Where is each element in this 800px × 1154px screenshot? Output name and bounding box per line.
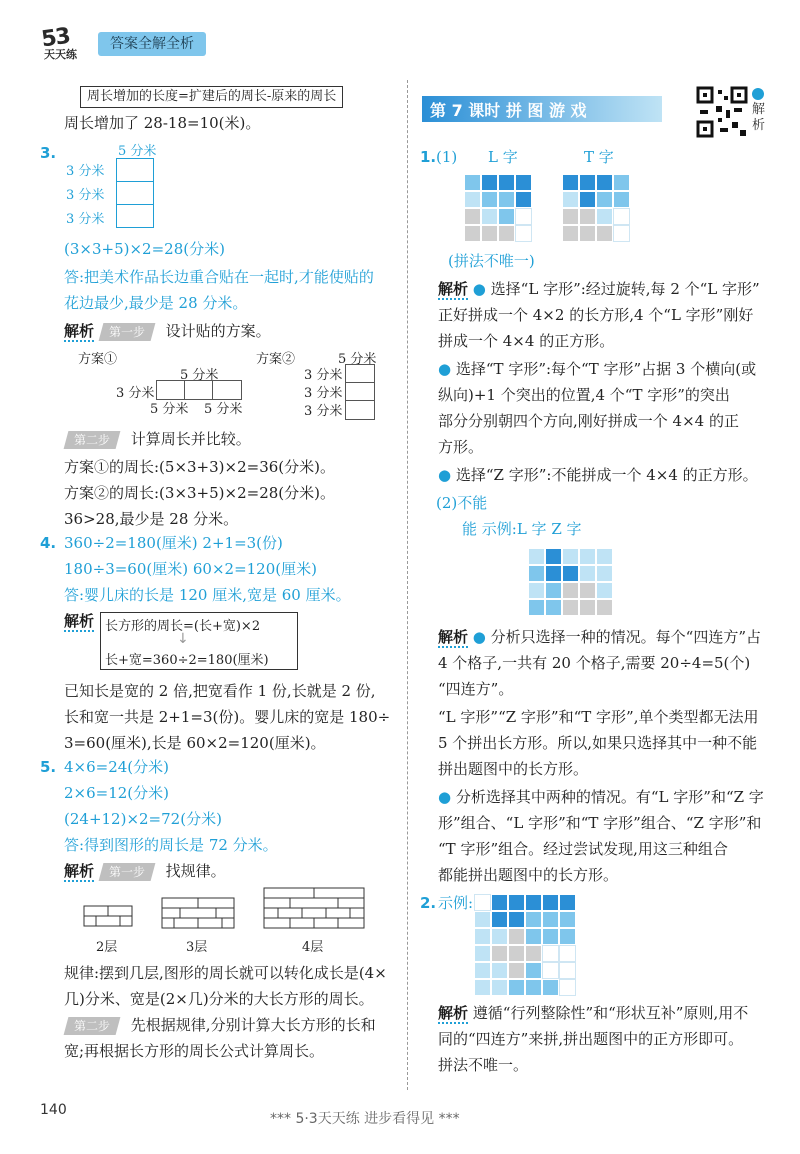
- r-q2-analysis: 解析 遵循“行列整除性”和“形状互补”原则,用不: [438, 1004, 749, 1022]
- q3-step2: [64, 428, 251, 450]
- analysis-label: 解析: [64, 322, 95, 340]
- grid-cell: [579, 225, 596, 242]
- grid-cell: [525, 962, 542, 979]
- plan2-label: 方案②: [256, 352, 296, 367]
- grid-cell: [528, 582, 545, 599]
- grid-cell: [498, 225, 515, 242]
- grid-cell: [596, 225, 613, 242]
- grid-cell: [525, 928, 542, 945]
- step-badge: 第二步: [64, 1017, 121, 1035]
- q5-answer: (24+12)×2=72(分米): [64, 810, 222, 828]
- grid-cell: [498, 191, 515, 208]
- step-text: 设计贴的方案。: [165, 322, 271, 340]
- grid-cell: [508, 979, 525, 996]
- analysis-label: 解析: [438, 628, 469, 646]
- text-line: 同的“四连方”来拼,拼出题图中的正方形即可。: [438, 1030, 744, 1048]
- grid-cell: [491, 928, 508, 945]
- grid-cell: [613, 225, 630, 242]
- grid-cell: [481, 174, 498, 191]
- grid-cell: [498, 208, 515, 225]
- grid-cell: [474, 979, 491, 996]
- plan2-side-label: 3 分米: [304, 368, 343, 383]
- q4-formula-box: [100, 612, 298, 670]
- text-line: 36>28,最少是 28 分米。: [64, 510, 239, 528]
- text-line: 拼法不唯一。: [438, 1056, 529, 1074]
- qr-code[interactable]: [696, 86, 748, 138]
- grid-cell: [562, 191, 579, 208]
- step-badge: 第二步: [64, 431, 121, 449]
- brick-label: 4层: [302, 940, 324, 955]
- q3-answer: (3×3+5)×2=28(分米): [64, 240, 225, 258]
- r-q1-number: 1.: [420, 148, 437, 166]
- grid-cell: [491, 911, 508, 928]
- plan2-figure: [345, 364, 375, 420]
- grid-cell: [474, 894, 491, 911]
- q5-answer: 2×6=12(分米): [64, 784, 170, 802]
- grid-cell: [542, 962, 559, 979]
- grid-cell: [508, 894, 525, 911]
- text-line: ● 选择“T 字形”:每个“T 字形”占据 3 个横向(或: [438, 360, 757, 378]
- q3-side-label: 3 分米: [66, 212, 105, 227]
- grid-cell: [559, 911, 576, 928]
- grid-cell: [508, 945, 525, 962]
- brick-3-layers: [162, 898, 234, 928]
- bulb-icon: ●: [472, 628, 486, 646]
- grid-cell: [613, 208, 630, 225]
- q4-answer: 360÷2=180(厘米) 2+1=3(份): [64, 534, 283, 552]
- text-line: 几)分米、宽是(2×几)分米的大长方形的周长。: [64, 990, 374, 1008]
- text-line: 方案②的周长:(3×3+5)×2=28(分米)。: [64, 484, 335, 502]
- grid-cell: [491, 962, 508, 979]
- grid-cell: [542, 928, 559, 945]
- text-line: 纵向)+1 个突出的位置,4 个“T 字形”的突出: [438, 386, 730, 404]
- grid-cell: [562, 548, 579, 565]
- q3-top-label: 5 分米: [118, 144, 157, 159]
- grid-cell: [515, 174, 532, 191]
- footer-slogan: *** 5·3天天练 进步看得见 ***: [270, 1111, 460, 1127]
- logo-icon: [40, 22, 96, 62]
- text-line: “四连方”。: [438, 680, 514, 698]
- grid-cell: [562, 174, 579, 191]
- q5-answer: 答:得到图形的周长是 72 分米。: [64, 836, 278, 854]
- q3-analysis: [64, 320, 271, 342]
- grid-cell: [491, 979, 508, 996]
- qr-label: 解析: [752, 102, 766, 133]
- grid-cell: [474, 945, 491, 962]
- grid-cell: [559, 945, 576, 962]
- plan2-side-label: 3 分米: [304, 404, 343, 419]
- grid-cell: [579, 174, 596, 191]
- l-grid: [464, 174, 532, 242]
- text-line: 方形。: [438, 438, 484, 456]
- text-line: 已知长是宽的 2 倍,把宽看作 1 份,长就是 2 份,: [64, 682, 376, 700]
- grid-cell: [491, 945, 508, 962]
- grid-cell: [525, 945, 542, 962]
- grid-cell: [525, 894, 542, 911]
- plan1-figure: [156, 380, 242, 400]
- lesson-title-text: 第 7 课时 拼 图 游 戏: [430, 101, 587, 120]
- grid-cell: [528, 599, 545, 616]
- q3-side-label: 3 分米: [66, 188, 105, 203]
- q4-analysis-label: [64, 610, 94, 632]
- grid-cell: [562, 208, 579, 225]
- text-line: “L 字形”“Z 字形”和“T 字形”,单个类型都无法用: [438, 708, 759, 726]
- grid-cell: [562, 565, 579, 582]
- plan2-top-label: 5 分米: [338, 352, 377, 367]
- grid-cell: [474, 911, 491, 928]
- grid-cell: [481, 225, 498, 242]
- grid-cell: [515, 208, 532, 225]
- r-q2-label: 示例:: [438, 894, 474, 912]
- grid-cell: [579, 565, 596, 582]
- q3-answer: 答:把美术作品长边重合贴在一起时,才能使贴的: [64, 268, 374, 286]
- grid-cell: [464, 174, 481, 191]
- grid-cell: [528, 548, 545, 565]
- q4-answer: 答:婴儿床的长是 120 厘米,宽是 60 厘米。: [64, 586, 351, 604]
- grid-cell: [613, 174, 630, 191]
- grid-cell: [545, 582, 562, 599]
- text-line: 拼出题图中的长方形。: [438, 760, 589, 778]
- grid-cell: [542, 945, 559, 962]
- q3-side-label: 3 分米: [66, 164, 105, 179]
- r-q1-part2-example: 能 示例:L 字 Z 字: [462, 520, 582, 538]
- step-badge: 第一步: [98, 863, 155, 881]
- text-line: 选择“L 字形”:经过旋转,每 2 个“L 字形”: [490, 280, 760, 298]
- r-q1-part2: (2)不能: [436, 494, 488, 512]
- t-grid: [562, 174, 630, 242]
- lesson-title: [422, 96, 662, 122]
- svg-text:5: 5: [40, 25, 59, 53]
- grid-cell: [562, 599, 579, 616]
- q3-answer: 花边最少,最少是 28 分米。: [64, 294, 248, 312]
- step-text: 计算周长并比较。: [130, 430, 251, 448]
- grid-cell: [474, 962, 491, 979]
- grid-cell: [528, 565, 545, 582]
- grid-cell: [508, 962, 525, 979]
- text-line: 部分分别朝四个方向,刚好拼成一个 4×4 的正: [438, 412, 739, 430]
- grid-cell: [525, 911, 542, 928]
- grid-cell: [613, 191, 630, 208]
- r-q1-note: (拼法不唯一): [448, 252, 535, 270]
- formula-box: 周长增加的长度=扩建后的周长-原来的周长: [80, 86, 343, 108]
- grid-cell: [498, 174, 515, 191]
- analysis-label: 解析: [64, 862, 95, 880]
- plan2-side-label: 3 分米: [304, 386, 343, 401]
- plan1-bottom-label: 5 分米: [204, 402, 243, 417]
- grid-cell: [596, 599, 613, 616]
- text-line: 方案①的周长:(5×3+3)×2=36(分米)。: [64, 458, 335, 476]
- grid-cell: [481, 191, 498, 208]
- q5-step2: [64, 1014, 376, 1036]
- grid-cell: [491, 894, 508, 911]
- text-line: 宽;再根据长方形的周长公式计算周长。: [64, 1042, 325, 1060]
- plan1-label: 方案①: [78, 352, 118, 367]
- grid-cell: [596, 565, 613, 582]
- brick-2-layers: [84, 906, 132, 926]
- page-number: 140: [40, 1102, 67, 1118]
- grid-cell: [508, 911, 525, 928]
- step-badge: 第一步: [98, 323, 155, 341]
- grid-cell: [559, 894, 576, 911]
- q3-figure: [116, 158, 154, 230]
- q4-number: 4.: [40, 534, 57, 552]
- analysis-label: 解析: [438, 1004, 469, 1022]
- q5-number: 5.: [40, 758, 57, 776]
- grid-cell: [596, 191, 613, 208]
- text-line: 形”组合、“L 字形”和“T 字形”组合、“Z 字形”和: [438, 814, 762, 832]
- grid-cell: [542, 979, 559, 996]
- box-line: 长方形的周长=(长+宽)×2: [105, 619, 261, 634]
- grid-cell: [508, 928, 525, 945]
- grid-cell: [579, 191, 596, 208]
- text-line: “T 字形”组合。经过尝试发现,用这三种组合: [438, 840, 728, 858]
- bulb-icon: ●: [438, 466, 452, 484]
- play-icon: [752, 88, 764, 100]
- text-line: 长和宽一共是 2+1=3(份)。婴儿床的宽是 180÷: [64, 708, 391, 726]
- grid-cell: [545, 565, 562, 582]
- brick-label: 3层: [186, 940, 208, 955]
- grid-cell: [579, 208, 596, 225]
- grid-cell: [515, 191, 532, 208]
- grid-cell: [525, 979, 542, 996]
- grid-cell: [481, 208, 498, 225]
- grid-cell: [474, 928, 491, 945]
- grid-cell: [579, 548, 596, 565]
- plan1-side-label: 3 分米: [116, 386, 155, 401]
- grid-cell: [545, 548, 562, 565]
- text-line: 5 个拼出长方形。所以,如果只选择其中一种不能: [438, 734, 758, 752]
- step-text: 先根据规律,分别计算大长方形的长和: [130, 1016, 376, 1034]
- text-line: 正好拼成一个 4×2 的长方形,4 个“L 字形”刚好: [438, 306, 754, 324]
- r-q1-analysis: [438, 278, 760, 300]
- grid-cell: [596, 548, 613, 565]
- column-divider: [407, 80, 408, 1090]
- l-shape-label: L 字: [488, 148, 518, 166]
- box-line: 长+宽=360÷2=180(厘米): [105, 653, 269, 668]
- text-line: 都能拼出题图中的长方形。: [438, 866, 619, 884]
- analysis-label: 解析: [64, 612, 95, 630]
- lz-grid: [528, 548, 613, 616]
- grid-cell: [559, 928, 576, 945]
- grid-cell: [559, 962, 576, 979]
- grid-cell: [579, 599, 596, 616]
- grid-cell: [596, 208, 613, 225]
- r-q2-number: 2.: [420, 894, 437, 912]
- text-line: 周长增加了 28-18=10(米)。: [64, 114, 261, 132]
- bulb-icon: ●: [438, 360, 452, 378]
- brick-figures: [80, 884, 380, 954]
- q2-grid: [474, 894, 576, 996]
- header: [40, 22, 240, 62]
- plan1-top-label: 5 分米: [180, 368, 219, 383]
- grid-cell: [542, 894, 559, 911]
- svg-text:3: 3: [53, 23, 73, 51]
- grid-cell: [515, 225, 532, 242]
- grid-cell: [464, 208, 481, 225]
- q4-answer: 180÷3=60(厘米) 60×2=120(厘米): [64, 560, 317, 578]
- grid-cell: [464, 191, 481, 208]
- grid-cell: [596, 174, 613, 191]
- text-line: 3=60(厘米),长是 60×2=120(厘米)。: [64, 734, 326, 752]
- grid-cell: [579, 582, 596, 599]
- text-line: ● 选择“Z 字形”:不能拼成一个 4×4 的正方形。: [438, 466, 758, 484]
- logo: [40, 22, 96, 62]
- grid-cell: [559, 979, 576, 996]
- analysis-label: 解析: [438, 280, 469, 298]
- q5-analysis: [64, 860, 226, 882]
- r-q1-analysis2: 解析 ● 分析只选择一种的情况。每个“四连方”占: [438, 628, 762, 646]
- grid-cell: [562, 225, 579, 242]
- svg-text:天天练: 天天练: [44, 48, 77, 61]
- q5-answer: 4×6=24(分米): [64, 758, 170, 776]
- text-line: 规律:摆到几层,图形的周长就可以转化成长是(4×: [64, 964, 387, 982]
- arrow-down-icon: ↓: [177, 631, 189, 647]
- brick-4-layers: [264, 888, 364, 928]
- grid-cell: [562, 582, 579, 599]
- brick-label: 2层: [96, 940, 118, 955]
- text-line: 拼成一个 4×4 的正方形。: [438, 332, 615, 350]
- grid-cell: [596, 582, 613, 599]
- bulb-icon: ●: [472, 280, 486, 298]
- step-text: 找规律。: [165, 862, 226, 880]
- grid-cell: [545, 599, 562, 616]
- q3-number: 3.: [40, 144, 57, 162]
- grid-cell: [542, 911, 559, 928]
- text-line: 4 个格子,一共有 20 个格子,需要 20÷4=5(个): [438, 654, 751, 672]
- bulb-icon: ●: [438, 788, 452, 806]
- header-title: 答案全解全析: [98, 32, 206, 56]
- qr-code-icon: [696, 86, 748, 138]
- plan1-bottom-label: 5 分米: [150, 402, 189, 417]
- t-shape-label: T 字: [584, 148, 614, 166]
- text-line: ● 分析选择其中两种的情况。有“L 字形”和“Z 字: [438, 788, 764, 806]
- r-q1-part: (1): [436, 148, 458, 166]
- grid-cell: [464, 225, 481, 242]
